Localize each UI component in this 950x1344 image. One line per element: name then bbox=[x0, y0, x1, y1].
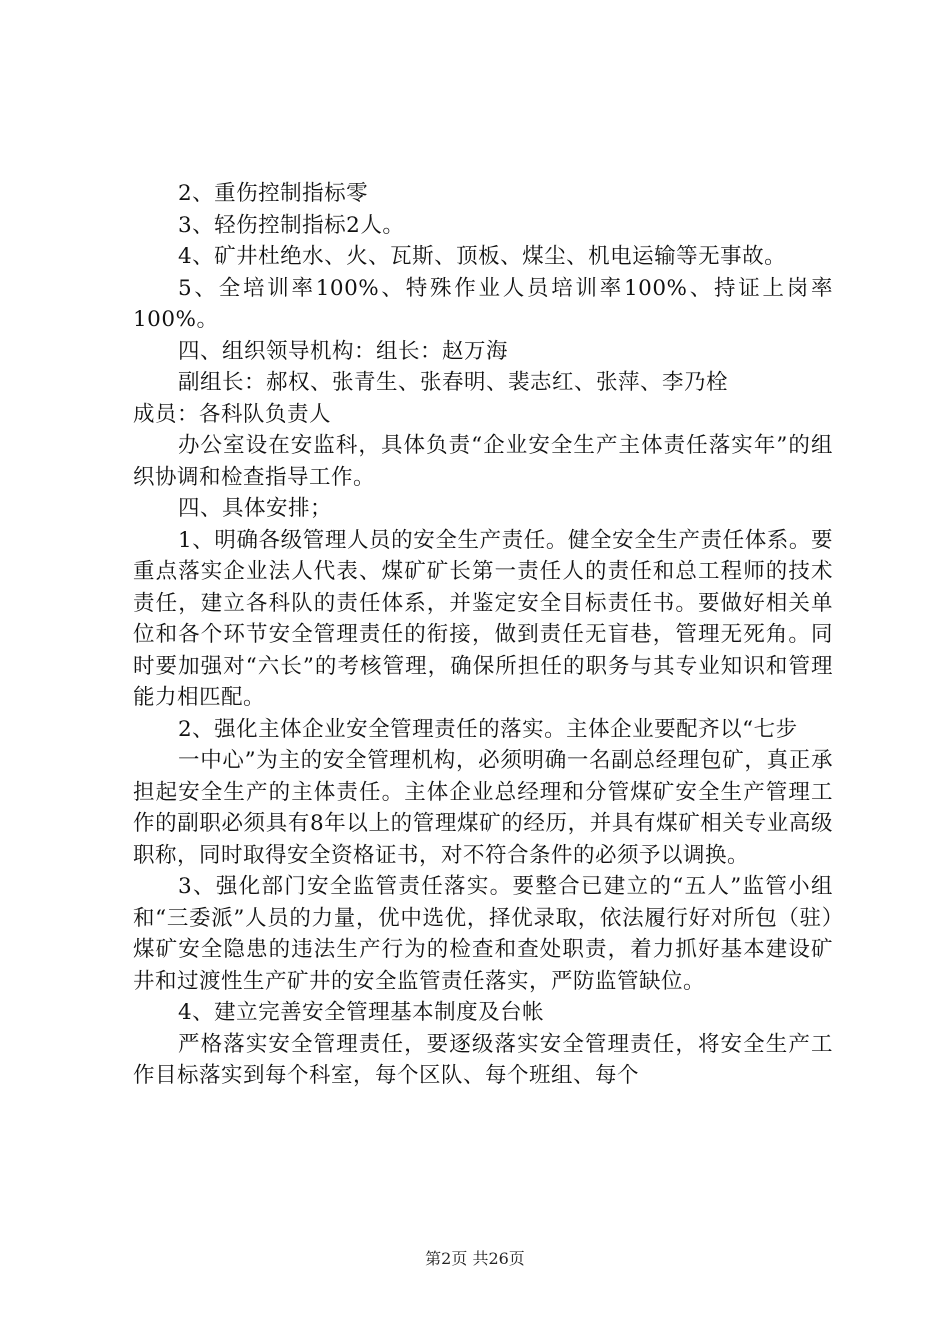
paragraph-injury-target: 2、重伤控制指标零 bbox=[178, 181, 369, 206]
paragraph-item-1: 1、明确各级管理人员的安全生产责任。健全安全生产责任体系。要重点落实企业法人代表、煤矿矿长第一责任人的责任和总工程师的技术责任，建立各科队的责任体系，并鉴定安全目标责任书。要做好相关单位和各个环节安全管理责任的衔接，做到责任无盲巷，管理无死角。同时要加强对“六长”的考核管理，确保所担任的职务与其专业知识和管理能力相匹配。 bbox=[133, 527, 833, 710]
section-heading-organization: 四、组织领导机构：组长：赵万海 bbox=[178, 338, 509, 364]
paragraph-item-4-heading: 4、建立完善安全管理基本制度及台帐 bbox=[178, 1000, 545, 1025]
paragraph-item-3: 3、强化部门安全监管责任落实。要整合已建立的“五人”监管小组和“三委派”人员的力量，优中选优，择优录取，依法履行好对所包（驻）煤矿安全隐患的违法生产行为的检查和查处职责，着力抓好基本建设矿井和过渡性生产矿井的安全监管责任落实，严防监管缺位。 bbox=[133, 874, 833, 994]
paragraph-deputy-leaders: 副组长：郝权、张青生、张春明、裴志红、张萍、李乃栓 bbox=[178, 370, 729, 395]
document-body bbox=[133, 178, 833, 1092]
paragraph-members: 成员：各科队负责人 bbox=[133, 401, 332, 427]
page-number-footer: 第2页 共26页 bbox=[425, 1249, 525, 1268]
paragraph-office: 办公室设在安监科，具体负责“企业安全生产主体责任落实年”的组织协调和检查指导工作。 bbox=[133, 433, 833, 490]
paragraph-item-2-continued: 一中心”为主的安全管理机构，必须明确一名副总经理包矿，真正承担起安全生产的主体责任。主体企业总经理和分管煤矿安全生产管理工作的副职必须具有8年以上的管理煤矿的经历，并具有煤矿相关专业高级职称，同时取得安全资格证书，对不符合条件的必须予以调换。 bbox=[133, 748, 833, 868]
paragraph-item-4-body: 严格落实安全管理责任，要逐级落实安全管理责任，将安全生产工作目标落实到每个科室，每个区队、每个班组、每个 bbox=[133, 1031, 833, 1088]
paragraph-no-accident-target: 4、矿井杜绝水、火、瓦斯、顶板、煤尘、机电运输等无事故。 bbox=[178, 244, 787, 269]
paragraph-minor-injury-target: 3、轻伤控制指标2人。 bbox=[178, 212, 405, 238]
paragraph-item-2: 2、强化主体企业安全管理责任的落实。主体企业要配齐以“七步 bbox=[178, 716, 798, 742]
paragraph-training-rate: 5、全培训率100%、特殊作业人员培训率100%、持证上岗率100%。 bbox=[133, 275, 833, 332]
section-heading-arrangements: 四、具体安排； bbox=[178, 496, 333, 521]
